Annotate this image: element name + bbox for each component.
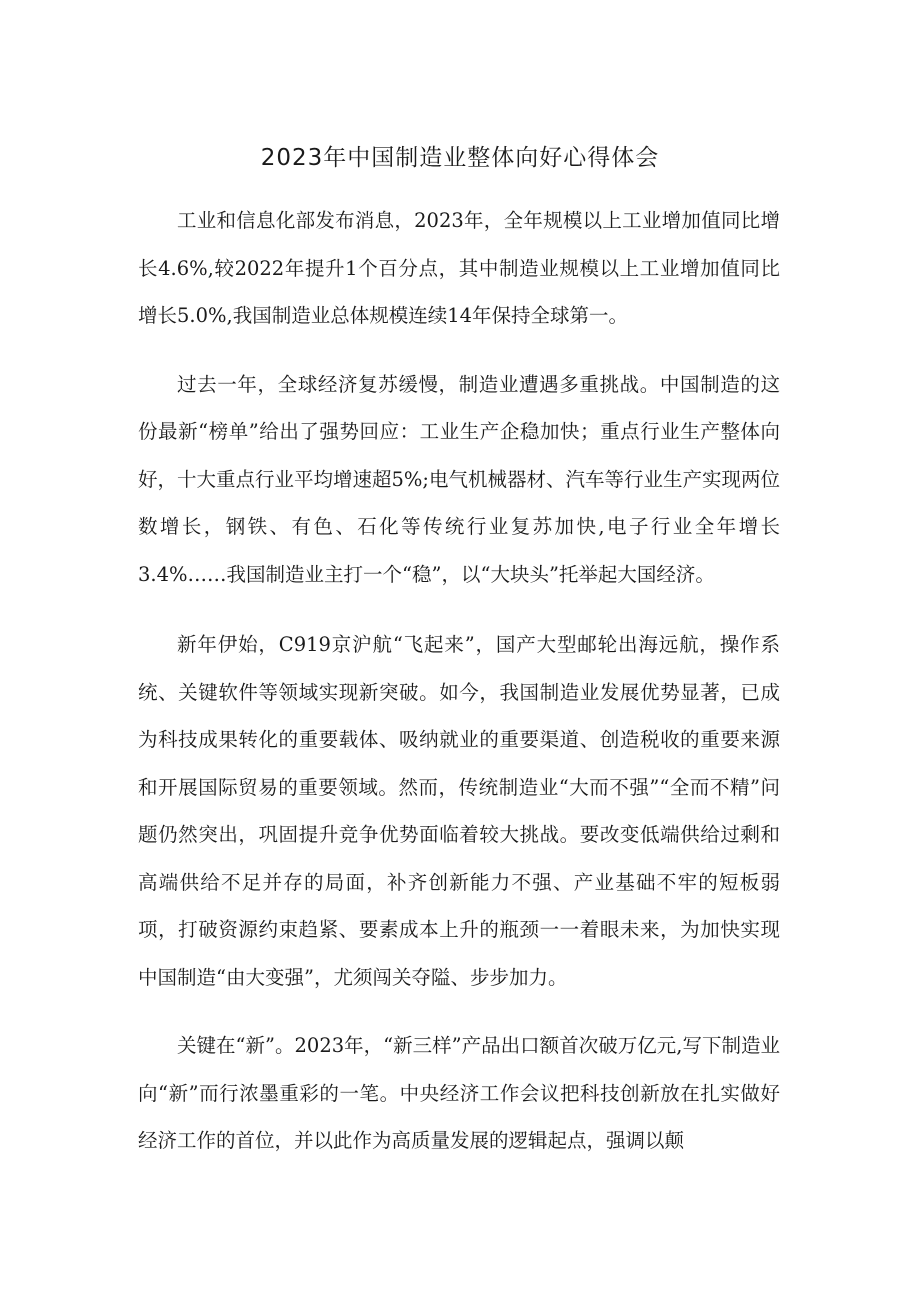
paragraph-2: 过去一年，全球经济复苏缓慢，制造业遭遇多重挑战。中国制造的这份最新“榜单”给出了强势回应：工业生产企稳加快；重点行业生产整体向好，十大重点行业平均增速超5%;电气机械器材、汽车等行业生产实现两位数增长，钢铁、有色、石化等传统行业复苏加快,电子行业全年增长3.4%……我国制造业主打一个“稳”，以“大块头”托举起大国经济。: [138, 372, 781, 586]
paragraph-4: 关键在“新”。2023年，“新三样”产品出口额首次破万亿元,写下制造业向“新”而行浓墨重彩的一笔。中央经济工作会议把科技创新放在扎实做好经济工作的首位，并以此作为高质量发展的逻辑起点，强调以颠: [138, 1034, 780, 1152]
document-body: [138, 197, 780, 1188]
document-title: 2023年中国制造业整体向好心得体会: [260, 145, 660, 171]
paragraph-1: 工业和信息化部发布消息，2023年，全年规模以上工业增加值同比增长4.6%,较2022年提升1个百分点，其中制造业规模以上工业增加值同比增长5.0%,我国制造业总体规模连续14年保持全球第一。: [138, 209, 780, 327]
paragraph-3: 新年伊始，C919京沪航“飞起来”，国产大型邮轮出海远航，操作系统、关键软件等领域实现新突破。如今，我国制造业发展优势显著，已成为科技成果转化的重要载体、吸纳就业的重要渠道、创造税收的重要来源和开展国际贸易的重要领域。然而，传统制造业“大而不强”“全而不精”问题仍然突出，巩固提升竞争优势面临着较大挑战。要改变低端供给过剩和高端供给不足并存的局面，补齐创新能力不强、产业基础不牢的短板弱项，打破资源约束趋紧、要素成本上升的瓶颈一一着眼未来，为加快实现中国制造“由大变强”，尤须闯关夺隘、步步加力。: [138, 633, 780, 989]
